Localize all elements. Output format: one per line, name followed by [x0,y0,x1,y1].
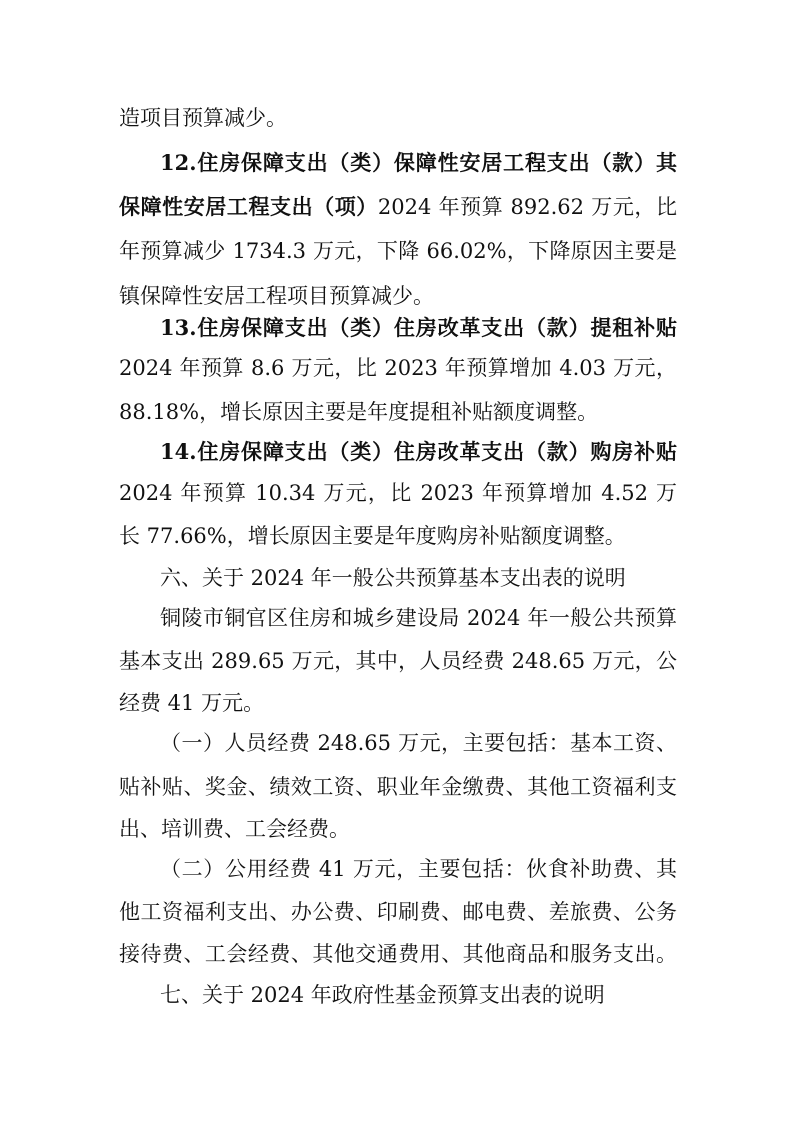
line-text: 七、关于 2024 年政府性基金预算支出表的说明 [160,983,605,1007]
line-bold-text: 12.住房保障支出（类）保障性安居工程支出（款）其 [160,150,677,175]
section-7-heading [160,980,677,1010]
paragraph-line [119,281,677,311]
line-bold-text: 保障性安居工程支出（项） [119,194,378,219]
paragraph-line [119,353,677,383]
line-bold-text: 14.住房保障支出（类）住房改革支出（款）购房补贴 [160,439,677,464]
paragraph-line [119,103,677,133]
item-12-heading [160,148,677,178]
paragraph-line [119,478,677,508]
paragraph-line [119,646,677,676]
line-text: 经费 41 万元。 [119,691,265,715]
paragraph-line [119,814,677,844]
line-text: 接待费、工会经费、其他交通费用、其他商品和服务支出。 [119,942,677,966]
paragraph-line [160,728,677,758]
line-text: 2024 年预算 892.62 万元，比 [377,195,677,219]
paragraph-line [119,939,677,969]
line-text: （一）人员经费 248.65 万元，主要包括：基本工资、 [160,731,677,755]
line-text: 六、关于 2024 年一般公共预算基本支出表的说明 [160,566,626,590]
line-bold-text: 13.住房保障支出（类）住房改革支出（款）提租补贴 [160,315,677,340]
paragraph-line [119,688,677,718]
section-6-heading [160,563,677,593]
paragraph-line [119,397,677,427]
paragraph-line [119,772,677,802]
line-text: 基本支出 289.65 万元，其中，人员经费 248.65 万元，公 [119,649,677,673]
line-text: 长 77.66%，增长原因主要是年度购房补贴额度调整。 [119,524,626,548]
item-13-heading [160,313,677,343]
paragraph-line [119,521,677,551]
line-text: 出、培训费、工会经费。 [119,817,350,841]
line-text: 造项目预算减少。 [119,106,287,130]
line-text: 镇保障性安居工程项目预算减少。 [119,284,434,308]
item-14-heading [160,437,677,467]
line-text: （二）公用经费 41 万元，主要包括：伙食补助费、其 [160,857,677,881]
paragraph-line [119,897,677,927]
paragraph-line [119,192,677,222]
line-text: 贴补贴、奖金、绩效工资、职业年金缴费、其他工资福利支 [119,775,677,799]
line-text: 他工资福利支出、办公费、印刷费、邮电费、差旅费、公务 [119,900,677,924]
line-text: 2024 年预算 8.6 万元，比 2023 年预算增加 4.03 万元， [119,356,677,380]
line-text: 88.18%，增长原因主要是年度提租补贴额度调整。 [119,400,599,424]
line-text: 2024 年预算 10.34 万元，比 2023 年预算增加 4.52 万 [119,481,677,505]
line-text: 年预算减少 1734.3 万元，下降 66.02%，下降原因主要是 [119,239,677,263]
paragraph-line [119,236,677,266]
line-text: 铜陵市铜官区住房和城乡建设局 2024 年一般公共预算 [160,606,677,630]
paragraph-line [160,854,677,884]
paragraph-line [160,603,677,633]
